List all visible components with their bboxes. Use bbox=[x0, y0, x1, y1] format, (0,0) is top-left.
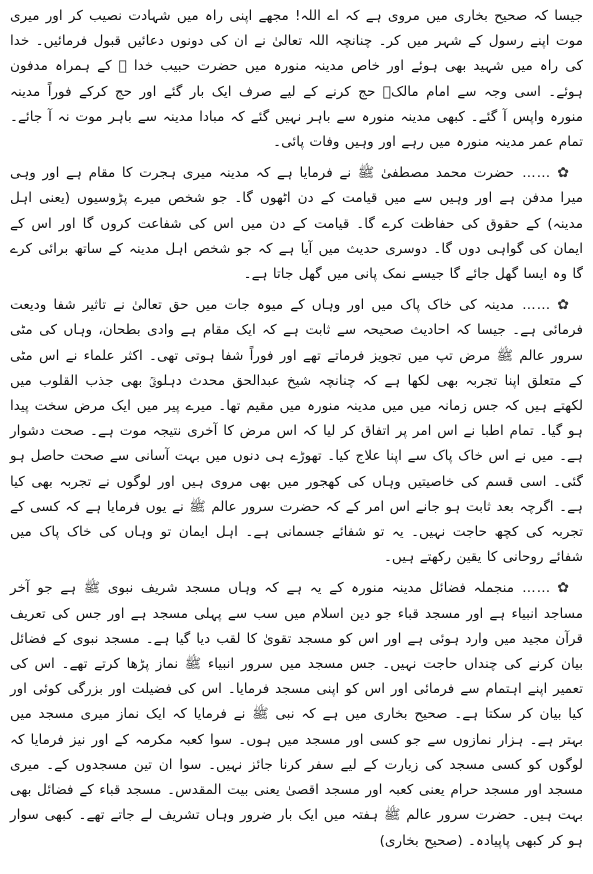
paragraph-1 bbox=[10, 4, 583, 155]
flower-ornament-icon: ✿ bbox=[557, 165, 569, 182]
paragraph-2-text: حضرت محمد مصطفیٰ ﷺ نے فرمایا ہے کہ مدینہ میری ہجرت کا مقام ہے اور وہی میرا مدفن ہے اور وہیں سے میں قیامت کے دن اٹھوں گا۔ جو شخص میرے پڑوسیوں (یعنی اہل مدینہ) کے حقوق کی حفاظت کرے گا۔ قیامت کے دن میں اس کی شفاعت کروں گا اور اس کے ایمان کی گواہی دوں گا۔ دوسری حدیث میں آیا ہے کہ جو شخص اہل مدینہ کے ساتھ برائی کرے گا وہ ایسا گھل جائے گا جیسے نمک پانی میں گھل جاتا ہے۔ bbox=[10, 165, 583, 283]
ellipsis-dots: …… bbox=[522, 165, 552, 182]
ellipsis-dots: …… bbox=[522, 297, 552, 314]
flower-ornament-icon: ✿ bbox=[557, 297, 569, 314]
document-page bbox=[10, 4, 583, 870]
paragraph-1-text: جیسا کہ صحیح بخاری میں مروی ہے کہ اے اللہ! مجھے اپنی راہ میں شہادت نصیب کر اور میری موت اپنے رسول کے شہر میں کر۔ چنانچہ اللہ تعالیٰ نے ان کی دونوں دعائیں قبول فرمائیں۔ خدا کی راہ میں شہید بھی ہوئے اور خاص مدینہ منورہ میں حضرت حبیب خدا ﷺ کے ہمراہ مدفون ہوئے۔ اسی وجہ سے امام مالکؒ حج کرنے کے لیے صرف ایک بار گئے اور حج کرکے فوراً مدینہ منورہ واپس آ گئے۔ کبھی مدینہ منورہ سے باہر نہیں گئے کہ مبادا مدینہ سے باہر موت نہ آ جائے۔ تمام عمر مدینہ منورہ میں رہے اور وہیں وفات پائی۔ bbox=[10, 8, 583, 151]
ellipsis-dots: …… bbox=[522, 580, 552, 597]
paragraph-4 bbox=[10, 576, 583, 853]
flower-ornament-icon: ✿ bbox=[557, 580, 569, 597]
paragraph-3-text: مدینہ کی خاک پاک میں اور وہاں کے میوہ جات میں حق تعالیٰ نے تاثیر شفا ودیعت فرمائی ہے۔ جیسا کہ احادیث صحیحہ سے ثابت ہے کہ ایک مقام ہے وادی بطحان، وہاں کی مٹی سرور عالم ﷺ مرض تپ میں تجویز فرماتے تھے اور فوراً شفا ہوتی تھی۔ اکثر علماء نے اس مٹی کے متعلق اپنا تجربہ بھی لکھا ہے کہ چنانچہ شیخ عبدالحق محدث دہلویؒ بھی جذب القلوب میں لکھتے ہیں کہ جس زمانہ میں میں مدینہ منورہ میں مقیم تھا۔ میرے پیر میں ایک مرض سخت پیدا ہو گیا۔ تمام اطبا نے اس امر پر اتفاق کر لیا کہ اس مرض کا آخری نتیجہ موت ہے۔ صحت دشوار ہے۔ میں نے اس خاک پاک سے اپنا علاج کیا۔ تھوڑے ہی دنوں میں بہت آسانی سے صحت حاصل ہو گئی۔ اسی قسم کی خاصیتیں وہاں کی کھجور میں بھی مروی ہیں اور لوگوں نے تجربہ بھی کیا ہے۔ اگرچہ بعد ثابت ہو جانے اس امر کے کہ حضرت سرور عالم ﷺ نے یوں فرمایا ہے کہ کسی کے تجربہ کی کچھ حاجت نہیں۔ یہ تو شفائے جسمانی ہے۔ اہل ایمان تو وہاں کی خاک پاک میں شفائے روحانی کا یقین رکھتے ہیں۔ bbox=[10, 297, 583, 566]
paragraph-3 bbox=[10, 293, 583, 570]
paragraph-2 bbox=[10, 161, 583, 287]
paragraph-4-text: منجملہ فضائل مدینہ منورہ کے یہ ہے کہ وہاں مسجد شریف نبوی ﷺ ہے جو آخر مساجد انبیاء ہے اور مسجد قباء جو دین اسلام میں سب سے پہلی مسجد ہے اور جس کی تعریف قرآن مجید میں وارد ہوئی ہے اور اس کو مسجد تقویٰ کا لقب دیا گیا ہے۔ مسجد نبوی کے فضائل بیان کرنے کی چنداں حاجت نہیں۔ جس مسجد میں سرور انبیاء ﷺ نماز پڑھا کرتے تھے۔ اس کی تعمیر اپنے اہتمام سے فرمائی اور اس کو اپنی مسجد فرمایا۔ اس کی فضیلت اور بزرگی کوئی اور کیا بیان کر سکتا ہے۔ صحیح بخاری میں ہے کہ نبی ﷺ نے فرمایا کہ ایک نماز میری مسجد میں بہتر ہے۔ ہزار نمازوں سے جو کسی اور مسجد میں ہوں۔ سوا کعبہ مکرمہ کے اور نیز فرمایا کہ لوگوں کو کسی مسجد کی زیارت کے لیے سفر کرنا جائز نہیں۔ سوا ان تین مسجدوں کے۔ میری مسجد اور مسجد حرام یعنی کعبہ اور مسجد اقصیٰ یعنی بیت المقدس۔ مسجد قباء کے فضائل بھی بہت ہیں۔ حضرت سرور عالم ﷺ ہفتہ میں ایک بار ضرور وہاں تشریف لے جاتے تھے۔ کبھی سوار ہو کر کبھی پاپیادہ۔ (صحیح بخاری) bbox=[10, 580, 583, 849]
